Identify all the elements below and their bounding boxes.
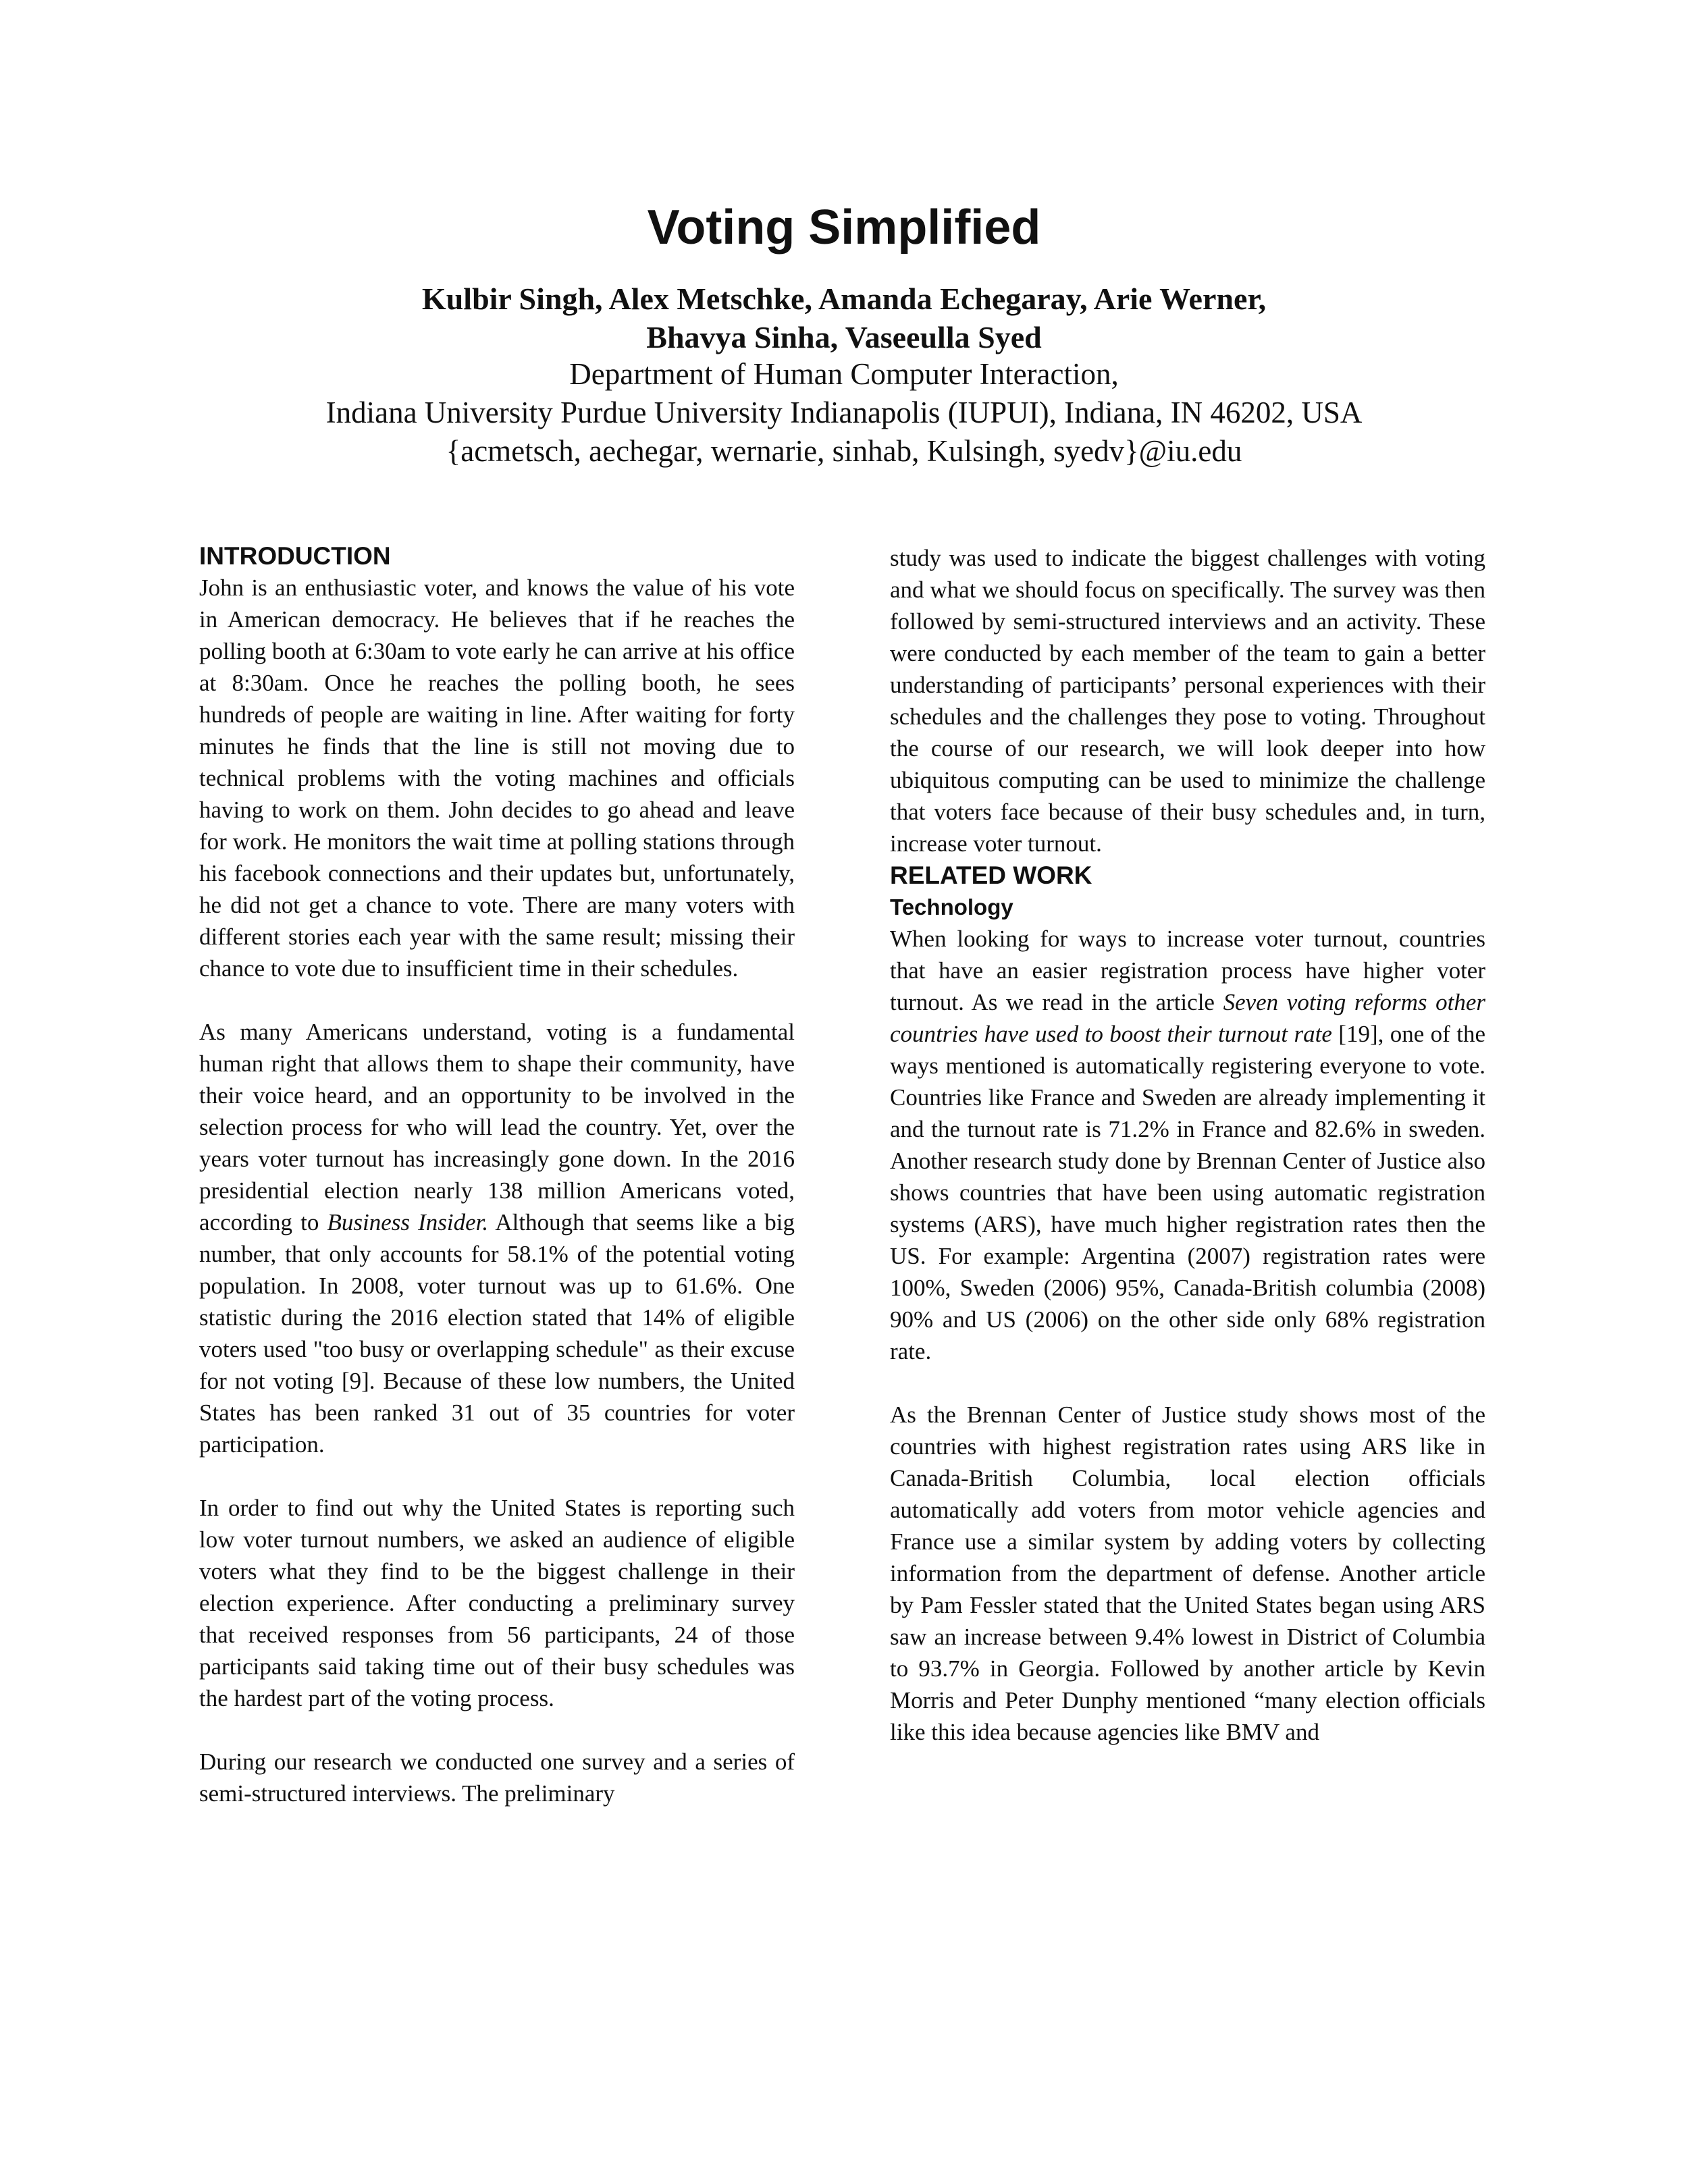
author-emails: {acmetsch, aechegar, wernarie, sinhab, Kulsingh, syedv}@iu.edu [446,434,1242,468]
author-line-1: Kulbir Singh, Alex Metschke, Amanda Echegaray, Arie Werner, [421,282,1267,316]
intro-paragraph-2 [199,1016,795,1460]
technology-subheading: Technology [890,895,1013,920]
affiliation-department: Department of Human Computer Interaction, [569,357,1119,391]
intro-paragraph-5: study was used to indicate the biggest challenges with voting and what we should focus on specifically. The survey was then followed by semi-structured interviews and an activity. These were conducted by each member of the team to gain a better understanding of participants’ personal experiences with their schedules and the challenges they pose to voting. Throughout the course of our research, we will look deeper into how ubiquitous computing can be used to minimize the challenge that voters face because of their busy schedules and, in turn, increase voter turnout. [890,545,1485,857]
affiliation [0,355,1688,471]
related-paragraph-1-part-b: [19], one of the ways mentioned is automatically registering everyone to vote. Countries like France and Sweden are already implementing it and the turnout rate is 71.2% in France and 82.6% in sweden. Another research study done by Brennan Center of Justice also shows countries that have been using automatic registration systems (ARS), have much higher registration rates then the US. For example: Argentina (2007) registration rates were 100%, Sweden (2006) 95%, Canada-British columbia (2008) 90% and US (2006) on the other side only 68% registration rate. [890,1021,1485,1364]
intro-paragraph-1: John is an enthusiastic voter, and knows the value of his vote in American democracy. He believes that if he reaches the polling booth at 6:30am to vote early he can arrive at his office at 8:30am. Once he reaches the polling booth, he sees hundreds of people are waiting in line. After waiting for forty minutes he finds that the line is still not moving due to technical problems with the voting machines and officials having to work on them. John decides to go ahead and leave for work. He monitors the wait time at polling stations through his facebook connections and their updates but, unfortunately, he did not get a chance to vote. There are many voters with different stories each year with the same result; missing their chance to vote due to insufficient time in their schedules. [199,575,795,982]
author-list [0,279,1688,356]
business-insider-citation: Business Insider. [327,1209,489,1235]
related-paragraph-1-part-a: When looking for ways to increase voter turnout, countries that have an easier registration process have higher voter turnout. As we read in the article [890,926,1485,1015]
related-work-heading: RELATED WORK [890,861,1092,889]
intro-paragraph-4: During our research we conducted one survey and a series of semi-structured interviews. The preliminary [199,1749,795,1807]
seven-reforms-article-title: Seven voting reforms other countries have used to boost their turnout rate [890,989,1485,1047]
left-column [199,540,795,1809]
related-paragraph-1 [890,923,1485,1367]
author-line-2: Bhavya Sinha, Vaseeulla Syed [646,320,1042,354]
introduction-heading: INTRODUCTION [199,542,391,570]
paper-title: Voting Simplified [647,201,1041,255]
intro-paragraph-2-part-a: As many Americans understand, voting is a fundamental human right that allows them to shape their community, have their voice heard, and an opportunity to be involved in the selection process for who will lead the country. Yet, over the years voter turnout has increasingly gone down. In the 2016 presidential election nearly 138 million Americans voted, according to [199,1019,795,1235]
right-column [890,542,1485,1748]
related-paragraph-2: As the Brennan Center of Justice study shows most of the countries with highest registration rates using ARS like in Canada-British Columbia, local election officials automatically add voters from motor vehicle agencies and France use a similar system by adding voters by collecting information from the department of defense. Another article by Pam Fessler stated that the United States began using ARS saw an increase between 9.4% lowest in District of Columbia to 93.7% in Georgia. Followed by another article by Kevin Morris and Peter Dunphy mentioned “many election officials like this idea because agencies like BMV and [890,1402,1485,1745]
affiliation-university: Indiana University Purdue University Indianapolis (IUPUI), Indiana, IN 46202, USA [325,396,1363,429]
intro-paragraph-3: In order to find out why the United States is reporting such low voter turnout numbers, we asked an audience of eligible voters what they find to be the biggest challenge in their election experience. After conducting a preliminary survey that received responses from 56 participants, 24 of those participants said taking time out of their busy schedules was the hardest part of the voting process. [199,1495,795,1711]
intro-paragraph-2-part-b: Although that seems like a big number, that only accounts for 58.1% of the potential voting population. In 2008, voter turnout was up to 61.6%. One statistic during the 2016 election stated that 14% of eligible voters used "too busy or overlapping schedule" as their excuse for not voting [9]. Because of these low numbers, the United States has been ranked 31 out of 35 countries for voter participation. [199,1209,795,1458]
